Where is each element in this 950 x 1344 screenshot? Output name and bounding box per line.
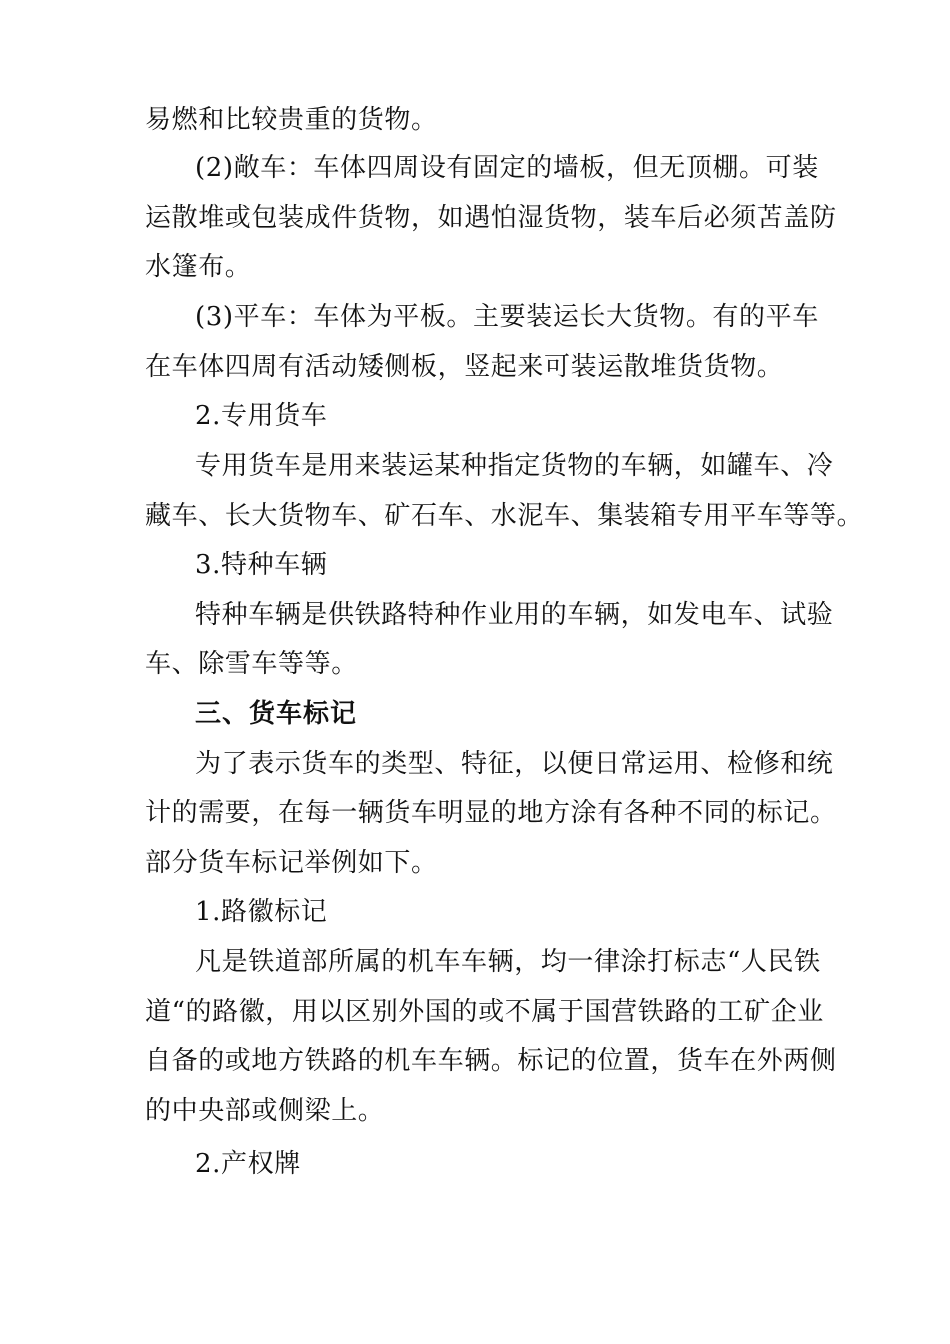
subheading: 2.产权牌 <box>195 1149 301 1179</box>
paragraph-line: 特种车辆是供铁路特种作业用的车辆，如发电车、试验 <box>195 600 834 630</box>
subheading: 2.专用货车 <box>195 401 328 431</box>
paragraph-line: 车、除雪车等等。 <box>145 649 358 679</box>
paragraph-line: 运散堆或包装成件货物，如遇怕湿货物，装车后必须苫盖防 <box>145 203 837 233</box>
paragraph-line: 凡是铁道部所属的机车车辆，均一律涂打标志“人民铁 <box>195 947 821 977</box>
paragraph-line: 的中央部或侧梁上。 <box>145 1096 385 1126</box>
paragraph-line: 部分货车标记举例如下。 <box>145 848 438 878</box>
paragraph-line: 在车体四周有活动矮侧板，竖起来可装运散堆货货物。 <box>145 352 784 382</box>
subheading: 3.特种车辆 <box>195 550 328 580</box>
subheading: 1.路徽标记 <box>195 897 328 927</box>
paragraph-line: (3)平车：车体为平板。主要装运长大货物。有的平车 <box>195 302 819 332</box>
paragraph-line: 易燃和比较贵重的货物。 <box>145 105 438 135</box>
paragraph-line: 自备的或地方铁路的机车车辆。标记的位置，货车在外两侧 <box>145 1046 837 1076</box>
paragraph-line: 水篷布。 <box>145 252 252 282</box>
section-heading: 三、货车标记 <box>195 699 358 729</box>
paragraph-line: 为了表示货车的类型、特征，以便日常运用、检修和统 <box>195 749 834 779</box>
paragraph-line: (2)敞车：车体四周设有固定的墙板，但无顶棚。可装 <box>195 153 819 183</box>
paragraph-line: 计的需要，在每一辆货车明显的地方涂有各种不同的标记。 <box>145 798 837 828</box>
paragraph-line: 道“的路徽，用以区别外国的或不属于国营铁路的工矿企业 <box>145 997 824 1027</box>
paragraph-line: 藏车、长大货物车、矿石车、水泥车、集装箱专用平车等等。 <box>145 501 864 531</box>
paragraph-line: 专用货车是用来装运某种指定货物的车辆，如罐车、冷 <box>195 451 834 481</box>
